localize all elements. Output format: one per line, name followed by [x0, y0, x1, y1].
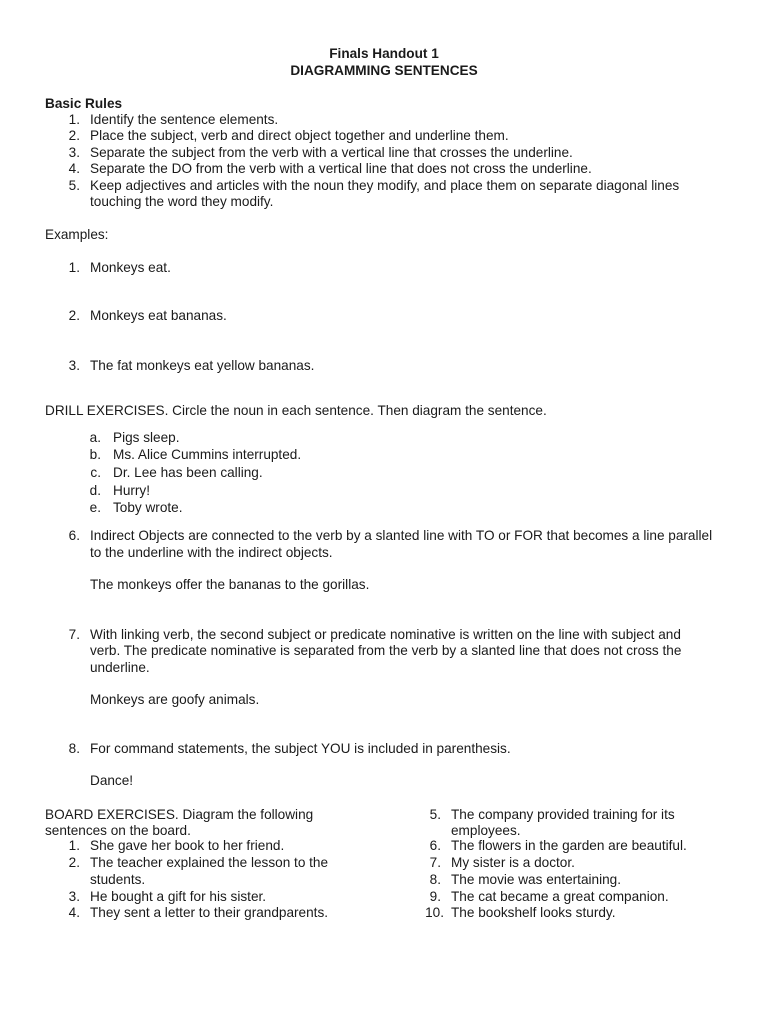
rule-number: 2.: [68, 128, 80, 143]
drill-letter: a.: [89, 430, 101, 445]
rule-number: 5.: [68, 178, 80, 193]
rule-text: Separate the subject from the verb with a vertical line that crosses the underline.: [90, 145, 573, 160]
rule-text: Separate the DO from the verb with a vertical line that does not cross the underline.: [90, 161, 592, 176]
rule-text-continued: to the underline with the indirect objects.: [90, 545, 333, 560]
rule-text-continued: underline.: [90, 660, 150, 675]
rule-number: 1.: [68, 112, 80, 127]
rule-example: Dance!: [90, 773, 134, 788]
board-instruction-continued: sentences on the board.: [45, 823, 191, 838]
board-sentence: The cat became a great companion.: [451, 889, 669, 904]
example-number: 2.: [68, 308, 80, 323]
drill-sentence: Hurry!: [113, 483, 151, 498]
basic-rules-heading: Basic Rules: [45, 96, 123, 111]
rule-number: 4.: [68, 161, 80, 176]
board-sentence: My sister is a doctor.: [451, 855, 575, 870]
board-item-number: 6.: [429, 838, 441, 853]
examples-label: Examples:: [45, 227, 109, 242]
drill-letter: e.: [89, 500, 101, 515]
rule-example: The monkeys offer the bananas to the gorillas.: [90, 577, 370, 592]
rule-text: Indirect Objects are connected to the verb by a slanted line with TO or FOR that becomes a line parallel: [90, 528, 713, 543]
rule-text: For command statements, the subject YOU is included in parenthesis.: [90, 741, 511, 756]
drill-sentence: Dr. Lee has been calling.: [113, 465, 263, 480]
drill-sentence: Ms. Alice Cummins interrupted.: [113, 447, 302, 462]
board-sentence: The bookshelf looks sturdy.: [451, 905, 616, 920]
drill-letter: c.: [90, 465, 101, 480]
rule-text: Identify the sentence elements.: [90, 112, 279, 127]
rule-number: 3.: [68, 145, 80, 160]
board-item-number: 1.: [68, 838, 80, 853]
rule-text-continued: verb. The predicate nominative is separated from the verb by a slanted line that does not cross the: [90, 643, 682, 658]
example-number: 3.: [68, 358, 80, 373]
rule-text: Keep adjectives and articles with the noun they modify, and place them on separate diagonal lines: [90, 178, 680, 193]
board-sentence: The flowers in the garden are beautiful.: [451, 838, 687, 853]
board-sentence: She gave her book to her friend.: [90, 838, 285, 853]
board-item-number: 4.: [68, 905, 80, 920]
page-subtitle: DIAGRAMMING SENTENCES: [290, 63, 478, 78]
board-item-number: 9.: [429, 889, 441, 904]
board-sentence-continued: students.: [90, 872, 146, 887]
board-sentence: The movie was entertaining.: [451, 872, 622, 887]
board-item-number: 5.: [429, 807, 441, 822]
board-item-number: 2.: [68, 855, 80, 870]
example-number: 1.: [68, 260, 80, 275]
board-item-number: 10.: [425, 905, 444, 920]
example-sentence: Monkeys eat.: [90, 260, 171, 275]
example-sentence: Monkeys eat bananas.: [90, 308, 227, 323]
page-title: Finals Handout 1: [329, 46, 439, 61]
board-sentence: The teacher explained the lesson to the: [90, 855, 329, 870]
rule-text: With linking verb, the second subject or predicate nominative is written on the line with subject and: [90, 627, 681, 642]
board-item-number: 7.: [429, 855, 441, 870]
example-sentence: The fat monkeys eat yellow bananas.: [90, 358, 315, 373]
drill-letter: d.: [89, 483, 101, 498]
drill-sentence: Toby wrote.: [113, 500, 183, 515]
board-sentence: The company provided training for its: [451, 807, 675, 822]
board-sentence-continued: employees.: [451, 823, 521, 838]
rule-number: 7.: [68, 627, 80, 642]
board-item-number: 8.: [429, 872, 441, 887]
rule-text-continued: touching the word they modify.: [90, 194, 274, 209]
drill-instruction: DRILL EXERCISES. Circle the noun in each sentence. Then diagram the sentence.: [45, 403, 547, 418]
rule-text: Place the subject, verb and direct object together and underline them.: [90, 128, 509, 143]
board-sentence: He bought a gift for his sister.: [90, 889, 267, 904]
rule-example: Monkeys are goofy animals.: [90, 692, 260, 707]
board-sentence: They sent a letter to their grandparents.: [90, 905, 329, 920]
rule-number: 6.: [68, 528, 80, 543]
rule-number: 8.: [68, 741, 80, 756]
drill-letter: b.: [89, 447, 101, 462]
board-instruction: BOARD EXERCISES. Diagram the following: [45, 807, 314, 822]
drill-sentence: Pigs sleep.: [113, 430, 180, 445]
board-item-number: 3.: [68, 889, 80, 904]
